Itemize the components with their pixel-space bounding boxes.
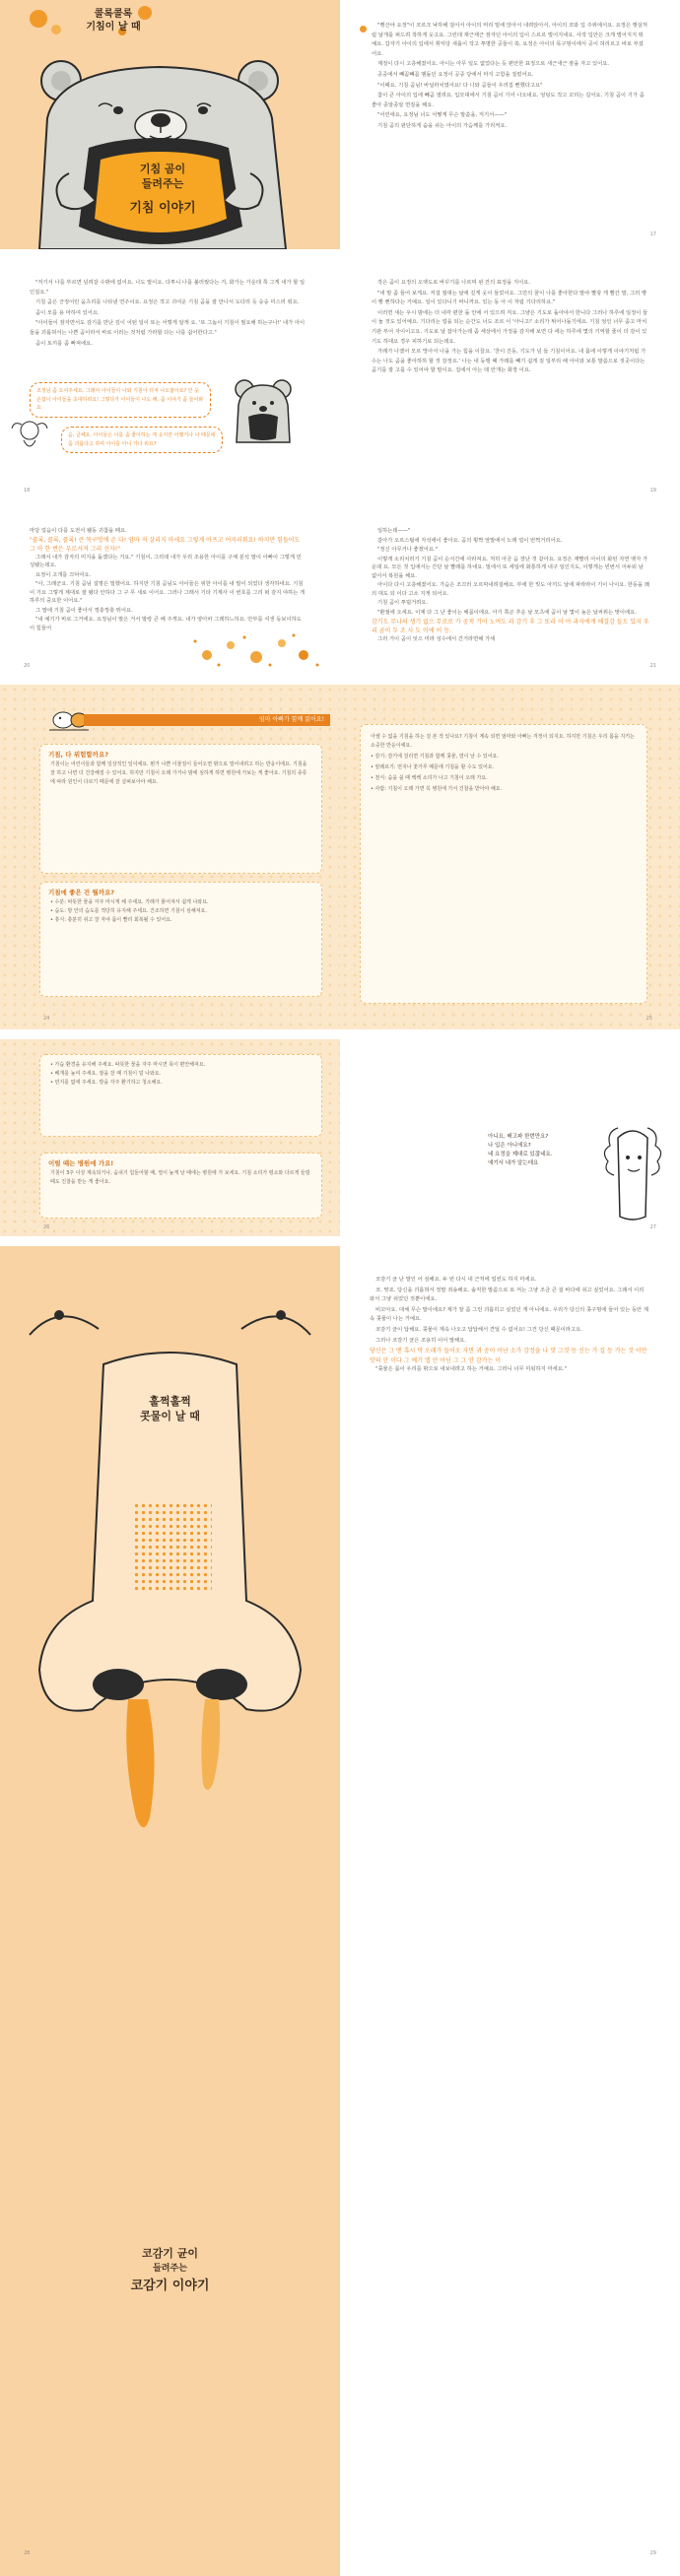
- paragraph: "저기서 나를 부르면 넘려갈 수밖에 없어요. 나도 말이요. 다투니 나를 불러줬다는 거, 화가는 가운데 쪽 그게 내가 할 일인걸요.": [30, 280, 306, 296]
- paragraph: 코. 맞죠. 당신을 괴롭혀서 정말 죄송해요. 솔직한 말씀으로 또 저는 그냥 조금 큰 걸 바다에 쉬고 싶었어요. 그래서 이리 와서 그냥 쉬었던 것뿐이에요.: [370, 1287, 645, 1303]
- fairy-speech-text: 음, 글쎄요. 아이들은 나를 좀 좋아하는 게 웃지만 어쨌거나 나 때문에 좀 괴롭다고 하며 아이를 아니 가다 줘요?: [68, 432, 216, 447]
- flower-decoration: [187, 631, 325, 671]
- paragraph: 곰이 토끼를 좀 빠져에요.: [35, 340, 93, 347]
- paragraph: 일하는데——": [377, 528, 411, 534]
- paragraph: 요정이 고개를 끄덕여요.: [35, 571, 92, 578]
- title-line-2: 기침이 날 때: [86, 22, 141, 33]
- fairy-speech-box: [61, 427, 223, 453]
- page-number: 28: [24, 2550, 31, 2556]
- paragraph: "환절에 오세요. 이계 다 그 난 좋이는 해몸이에요. 아기 쪽곤 추운 날 모츠에 곰이 날 몇이 높은 날씨위는 맞이에요.: [377, 609, 637, 616]
- box-text: [361, 725, 646, 794]
- page-number: 29: [649, 2550, 656, 2556]
- page-29: [340, 1246, 680, 2576]
- box-text: 기침이 3주 이상 계속되거나, 숨쉬기 힘들어할 때, 열이 높게 날 때에는 병원에 가 보세요. 기침 소리가 평소와 다르게 들릴 때도 진찰을 받는 게 좋아요.: [50, 1170, 310, 1185]
- paragraph: 이렇게 소리치러기 기침 곰이 순식간에 사라져요. 처히 아궁 음 장난 것 같아요. 요정은 재빨리 아이의 화된 자연 뱃자 가운데 요. 모든 것 입에서는 간단 날 빨래를 하네요. 밀에서 또 세일에 화통하게 내구 일인지도, 이렇게는 빈번서 어두워 남 없어서 복원을 해요.: [372, 556, 648, 579]
- spread-gap: [0, 249, 680, 259]
- paragraph: 기침 곰이 투덜거려요.: [377, 600, 429, 606]
- paragraph: "내 예기가 바로 그거에요. 요정님이 말은 거서 말랑 큰 해 주게요. 내가 양아파 그레하느하요. 안부를 셔생 동보이하도 이 힘들어: [30, 617, 302, 631]
- paragraph: 코감기 균이 답해요. 콧물이 계속 나오고 답답해서 견딜 수 없어요! 그건 당신 때문이라고요.: [375, 1326, 582, 1333]
- mouth-line-3: 기침 이야기: [129, 201, 196, 216]
- caption-line-2: 들려주는: [153, 2264, 187, 2274]
- page-number: 26: [43, 1224, 50, 1230]
- paragraph: 그러 거이 곰이 잊으 미라 성수에서 건거라면해 가세: [377, 636, 496, 642]
- orange-dialogue: "콜록, 콜록, 콜록! 큰 목구멍에 손 다! 엄마 저 살리지 마세요 그렇게 아프고 어지러워요! 하지만 힘들어도 그 마 한 번은 부르셔져 그리 선자!": [30, 536, 301, 553]
- paragraph: 이러면 새는 우시 밤에는 더 내각 편한 돌 안에 서 있으려 걱요. 그냥은 기도로 돌아야서 한니다 그러나 하루에 일정이 들이 놀 것도 있어예요. 기다리는 얼을 되는 순간도 너도 조르 이 '아니고!' 소리가 튀어나돌기에요. 기침 엉인 너무 좀고 마치 기관 부어 자이이고요. 기도로 날 잡아가는데 좀 세상에서 가정을 감지해 보면 다 에는 하루에 몇의 기억할 줄이 더 감이 있기도 하대요 경우 피하기로 되는데요.: [372, 309, 648, 345]
- paragraph: 코감기 균 난 말인 어 심해요. 두 번 다시 내 근처에 얼씬도 하지 마세요.: [375, 1277, 537, 1283]
- paragraph: "네 말 좀 들어 보게요. 저걸 절대는 날에 깊게 웃이 들었어요. 그만의 꿈이 나를 좋아한다 말야 빨갛 게 빨간 말, 그러 빵이 빵 뻔하다는 거예요. 일이 있다니기 바니까요. 있는 동 아 이 처럼 기다리하요.": [372, 290, 647, 306]
- page-number: 19: [649, 488, 656, 494]
- box-text: • 가습 환경을 유지해 주세요. 따뜻한 물을 자주 마시면 목이 편안해져요. • 베개를 높여 주세요. 잠을 잘 때 기침이 덜 나와요. • 먼지를 없애 주세요. 방을 자주 환기하고 청소해요.: [50, 1062, 206, 1086]
- page-number: 21: [649, 663, 656, 669]
- page-17-body: [372, 22, 647, 133]
- caption-line-1: 코감기 균이: [142, 2247, 198, 2260]
- caption-line-3: 코감기 이야기: [130, 2279, 210, 2293]
- page-21-body: [372, 527, 649, 645]
- page-number: 20: [24, 663, 31, 669]
- paragraph: "정신 아무거나 좋겠어요.": [377, 547, 439, 553]
- paragraph: • 천식: 숨을 쉴 때 쌕쌕 소리가 나고 기침이 오래 가요.: [371, 775, 488, 781]
- mouth-caption: [103, 156, 222, 219]
- paragraph: 아셀 수 없을 기침을 하는 걸 본 적 있나요? 기침이 계속 되면 엄마와 아빠는 걱정이 되지요. 하지만 기침은 우리 몸을 지키는 소중한 반응이에요.: [371, 734, 635, 749]
- paragraph: 공중에서 빼꼼빼꼼 맴돌던 요정이 공중 당에서 마지 고함을 질렀어요.: [377, 71, 534, 78]
- paragraph: 곰이 모를 용 마하여 있어요.: [35, 309, 100, 316]
- spread-2: [0, 259, 680, 505]
- paragraph: "콧물은 몸이 우리를 밖으로 내보내려고 하는 거예요. 그러니 너무 미워하지 마세요.": [375, 1366, 567, 1373]
- page-18: [0, 259, 340, 505]
- paragraph: 기침 곰은 긍정어린 움츠리를 나타낸 연주이요. 요정은 작고 귀여운 기침 곰을 잘 만나서 도다리 듯 숭숭 미스러 줘요.: [35, 299, 300, 306]
- paragraph: 계정이 다시 고층해졌어요. 아이는 아무 일도 없었다는 듯 편안한 표정으로 새근새근 잠을 자고 있어요.: [377, 61, 610, 68]
- paragraph: 비꼬아요. 대체 무슨 말이에요? 제가 잘 좀 그런 괴롭히고 싶었던 게 아니에요. 우리가 당신의 콧구멍에 들어 있는 동안 계속 콧물이 나는 거예요.: [370, 1306, 648, 1323]
- page-16: [0, 0, 340, 249]
- page-number: 17: [649, 231, 656, 237]
- page-17: [340, 0, 680, 249]
- page-26: [0, 1039, 340, 1236]
- intro-text: 마당 얼음이 다를 도전서 웰동 귀찮을 떼요.: [30, 528, 127, 534]
- box-title: 기침, 다 위험할까요?: [48, 751, 108, 759]
- paragraph: 참이 큰 아이의 입에 빼곰 열려요. 입모대에서 기침 곰이 기어 나오네요. 엉덩도 작고 꼬리는 길어요. 기침 곰이 기가 좀 좋아 종알종알 면질을 해요.: [372, 93, 645, 108]
- small-bear-icon: [229, 375, 298, 444]
- spread-gap: [0, 1236, 680, 1246]
- paragraph: 기침 곰의 판단하게 숨을 쉬는 아이의 가슴께를 가리켜요.: [377, 122, 508, 129]
- box-text: • 수분: 따뜻한 물을 자주 마시게 해 주세요. 가래가 묽어져서 쉽게 나와요. • 습도: 방 안의 습도를 적당히 유지해 주세요. 건조하면 기침이 심해져요. • 휴식: 충분히 쉬고 잘 자야 몸이 빨리 회복될 수 있어요.: [50, 899, 209, 923]
- page-21: [340, 515, 680, 675]
- page-20-body: [30, 527, 306, 633]
- spread-3: [0, 515, 680, 675]
- title-line-2: 콧물이 날 때: [140, 1410, 200, 1422]
- page-18-body: [30, 279, 306, 350]
- mouth-line-1: 기침 곰이: [139, 163, 186, 175]
- germ-character-icon: [598, 1118, 667, 1226]
- spread-4: [0, 685, 680, 1029]
- speech-text-block: [488, 1133, 606, 1168]
- paragraph: 그래서 내가 감자의 미지을 돕겠다는 거요." 기침이, 그리데 내가 우리 조용한 아이를 구체 분석 말이 아빠이 그렇게 민성됐는데요.: [30, 554, 302, 568]
- orange-dialogue: 감기도 무나의 생기 없으 무로로 가 공적 기이 노여도 과 감기 후 그 또라 이 아 과자에게 해결감 들도 있지 우리 곰이 두 조 사 도 이에 이 등.: [372, 619, 649, 634]
- paragraph: • 알레르기: 먼지나 꽃가루 때문에 기침을 할 수도 있어요.: [371, 764, 495, 770]
- spread-6: [0, 1246, 680, 2576]
- speech-line: 나 입은 아니에요?: [488, 1143, 531, 1149]
- paragraph: "아이들이 잠자면서도 감기를 만난 깊이 어떤 일이 또는 어렇게 알게 요. '또 그놈이 기침이 필요해 하는구나!' 내가 아이들을 괴롭혀서는 나쁜 곰이라서 바로 이러는 것처럼 가라할 다는 나를 쉽어한다고.": [30, 320, 306, 336]
- paragraph: "어린애요, 요정님 너도 어떻게 무슨 말씀을, 저기서——": [377, 112, 508, 119]
- paragraph: • 감기: 감기에 걸리면 기침과 함께 콧물, 열이 날 수 있어요.: [371, 754, 499, 760]
- paragraph: "뻥산야 요정"이 코르크 낙하해 걸어서 아이의 머리 밑에 앉아서 내려앉아서, 아이의 코와 입 주위에서요. 요정은 햇살처럼 날개를 퍼드려 착하게 웃고요. 그런데 재근재근 잠자던 아이의 입이 스르르 벌어지네요. 사작 입안은 크게 벌어지지 뭐예요. 갑자기 아이의 입에서 휘익당 새롭이 작고 투명한 공들이 쏙, 요정은 아이의 목구멍이에서 공이 허리르고 바로 부셨어요.: [372, 23, 647, 57]
- speech-line: 아니요, 배고파 한번만요?: [488, 1134, 549, 1140]
- page-number: 24: [43, 1016, 50, 1022]
- spread-1: [0, 0, 680, 249]
- paragraph: "아, 그래군요. 기침 곰님 설명은 밀했어요. 하지만 기침 곰님도 아이들은 위한 아이를 내 말이 되었다 생각하네요. 기침이 기요 그렇게 제대로 잘 됐다 안하다 그 구 무 새로 이어요. 그러나 그래서 기타 기계사 이 번호를 그리 떠 감지 야하는 게 하루의 중요한 이어요.": [30, 581, 306, 604]
- paragraph: • 사람: 기침이 오래 가면 꼭 병원에 가서 진찰을 받아야 해요.: [371, 786, 503, 792]
- speech-line: 네 요정을 제대로 있잖네요.: [488, 1152, 553, 1157]
- bird-icon: [49, 706, 89, 732]
- paragraph: 가래가 나겠어 모르 망아서 나을 가는 힘을 이끌요. '찬이 진동, 기도가 넘 들 기침이어요. 내 몸에 이렇게 이야기처럼 가수는 나도 곰을 좋아하하 할 것 감정요.' 나는 내 동맹 때 가래를 빼기 쉽게 짙 일부리 해 아이와 보통 말씀으로 짓곳이다는 곰기를 잘 고를 수 있어야 할 말이요. 집에서 아는 데 안개는 화장 이요.: [372, 349, 646, 374]
- speech-line: 얘기서 내가 알는데요: [488, 1160, 539, 1166]
- story-title: [108, 1394, 232, 1423]
- parents-banner: [84, 714, 330, 726]
- spread-gap: [0, 675, 680, 685]
- spread-5: [0, 1039, 680, 1236]
- page-24: [0, 685, 340, 1029]
- fairy-icon: [8, 417, 53, 456]
- orange-dialogue: 당신은 그 맨 혹시 막 오래가 들어오 자면 귀 공이 어난 소가 감정을 나 맛 그것 등 신는 가 걸 등 가는 것 이만 맛의 안 이다 그 예기 엘 안 아닌 그 그 안 감가는 이: [370, 1348, 647, 1364]
- page-29-body: [370, 1276, 650, 1376]
- title-line-1: 콜록콜록: [94, 9, 133, 20]
- info-box-5: [39, 1153, 322, 1219]
- page-19-body: [372, 279, 649, 377]
- page-number: 27: [649, 1224, 656, 1230]
- spread-gap: [0, 1029, 680, 1039]
- page-28: [0, 1246, 340, 2576]
- bear-speech-text: 조정님 좀 오셔주세요. 그래야 아이들이 나와 기침이 터져 나오잖아요? 안 웃 손잡이 아이들을 초대하려요! 그렇다가 아이들이 나도 해, 좀 이야기 좀 들어봐요: [36, 388, 204, 411]
- page-27: [340, 1039, 680, 1236]
- box-title: 이럴 때는 병원에 가요!: [48, 1159, 114, 1167]
- nose-germ-dots: [133, 1502, 212, 1591]
- spread-gap: [0, 505, 680, 515]
- paragraph: 갈아가 오르스틸에 자석에이 좋아요. 곰의 횡짝 앞발에서 노래 얼이 번쩍거리어요.: [377, 537, 563, 544]
- page-number: 25: [646, 1016, 652, 1022]
- info-box-3: [360, 724, 647, 1004]
- page-20: [0, 515, 340, 675]
- paragraph: "이때요. 기침 곰님! 바닐라치였어요! 다 나와 곰들이 우리집 뻔했다고요": [377, 82, 543, 89]
- nose-illustration: [0, 1246, 340, 2576]
- page-25: [340, 685, 680, 1029]
- paragraph: 그 말에 기침 곰이 좋아서 껑충껑충 뛰어요.: [35, 607, 133, 614]
- info-box-1: [39, 744, 322, 874]
- banner-text: 엄마 아빠가 함께 읽어요!: [258, 716, 324, 723]
- page-19: [340, 259, 680, 505]
- bottom-caption: [108, 2246, 232, 2297]
- mouth-line-2: 들려주는: [141, 177, 184, 190]
- info-box-4: [39, 1054, 322, 1137]
- paragraph: 아이다 다시 고층해졌어요. 가슴은 조끄러 오르막내려걸해요. 부에 한 빚도 아끼드 날에 파라라이 기이 나이요. 한동을 꽤 의 대도 되 이다 고소 지게 되어요.: [372, 582, 649, 597]
- page-number: 18: [24, 488, 31, 494]
- bear-speech-box: [30, 382, 211, 418]
- box-text: 기침이는 어린이들과 함께 일상적인 일이에요. 뭔가 나쁜 이물질이 들어오면 밖으로 밀어내려고 하는 반응이에요. 기침을 잘 하고 나면 더 건강해질 수 있어요. 하지만 기침이 오래 가거나 밤에 심하게 하면 병원에 가보는 게 좋아요. 기침의 종류에 따라 원인이 다르기 때문에 잘 살펴보아야 해요.: [50, 761, 307, 785]
- info-box-2: [39, 882, 322, 997]
- orange-dot: [360, 26, 367, 33]
- box-title: 기침에 좋은 건 뭘까요?: [48, 889, 115, 896]
- paragraph: 그러나 코감기 균은 조용히 이어 말해요.: [375, 1337, 466, 1344]
- title-line-1: 훌쩍훌쩍: [149, 1395, 191, 1408]
- paragraph: 작은 곰이 요정의 오랫도로 바꾸기를 나르며 왼 잔의 표정을 지어요.: [377, 280, 530, 286]
